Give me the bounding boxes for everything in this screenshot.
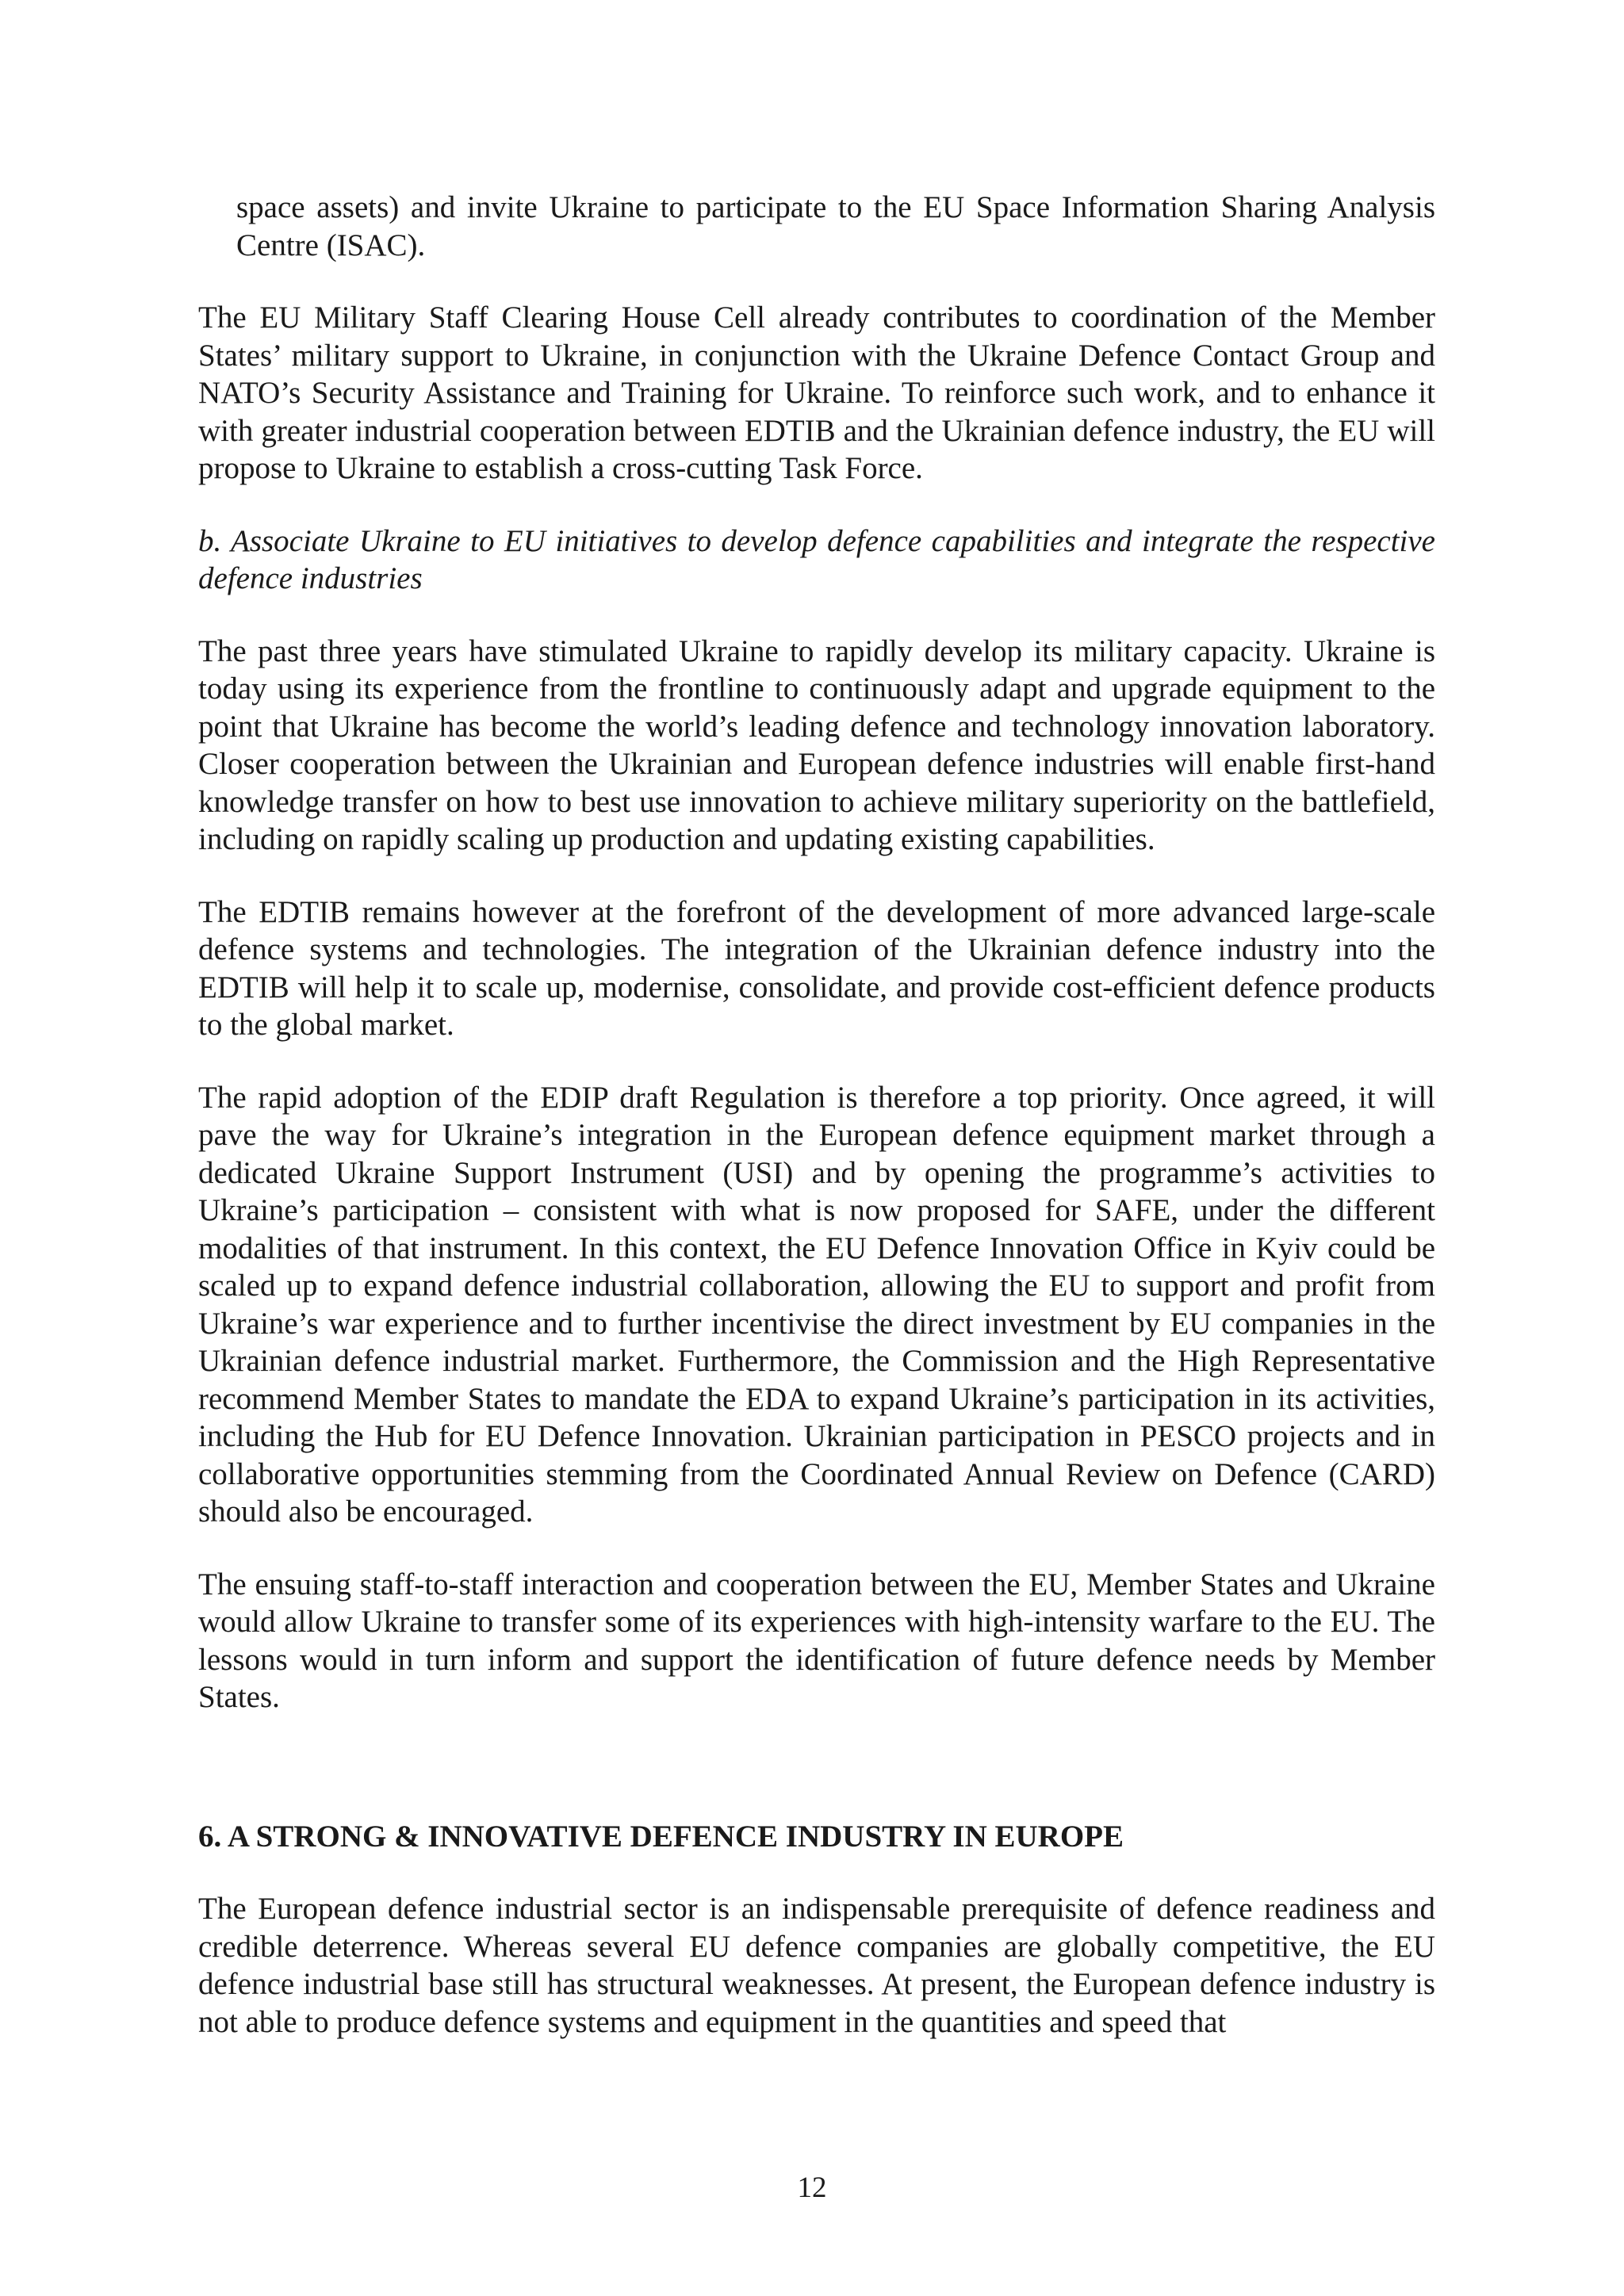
page-body: [198, 189, 1435, 2041]
continued-bullet-paragraph: space assets) and invite Ukraine to participate to the EU Space Information Sharing Analysis Centre (ISAC).: [236, 190, 1435, 262]
staff-interaction-paragraph: The ensuing staff-to-staff interaction and cooperation between the EU, Member States and Ukraine would allow Ukraine to transfer some of its experiences with high-intensity warfare to the EU. The lessons would in turn inform and support the identification of future defence needs by Member States.: [198, 1567, 1435, 1714]
edtib-forefront-paragraph: The EDTIB remains however at the forefront of the development of more advanced large-scale defence systems and technologies. The integration of the Ukrainian defence industry into the EDTIB will help it to scale up, modernise, consolidate, and provide cost-efficient defence products to the global market.: [198, 894, 1435, 1042]
page-number: 12: [797, 2172, 827, 2204]
industrial-sector-paragraph: The European defence industrial sector is an indispensable prerequisite of defence readiness and credible deterrence. Whereas several EU defence companies are globally competitive, the EU defence industrial base still has structural weaknesses. At present, the European defence industry is not able to produce defence systems and equipment in the quantities and speed that: [198, 1892, 1435, 2039]
past-three-years-paragraph: The past three years have stimulated Ukraine to rapidly develop its military capacity. Ukraine is today using its experience from the frontline to continuously adapt and upgrade equipment to the point that Ukraine has become the world’s leading defence and technology innovation laboratory. Closer cooperation between the Ukrainian and European defence industries will enable first-hand knowledge transfer on how to best use innovation to achieve military superiority on the battlefield, including on rapidly scaling up production and updating existing capabilities.: [198, 633, 1435, 856]
clearing-house-paragraph: The EU Military Staff Clearing House Cell already contributes to coordination of the Member States’ military support to Ukraine, in conjunction with the Ukraine Defence Contact Group and NATO’s Security Assistance and Training for Ukraine. To reinforce such work, and to enhance it with greater industrial cooperation between EDTIB and the Ukrainian defence industry, the EU will propose to Ukraine to establish a cross-cutting Task Force.: [198, 300, 1435, 485]
edip-adoption-paragraph: The rapid adoption of the EDIP draft Regulation is therefore a top priority. Once agreed, it will pave the way for Ukraine’s integration in the European defence equipment market through a dedicated Ukraine Support Instrument (USI) and by opening the programme’s activities to Ukraine’s participation – consistent with what is now proposed for SAFE, under the different modalities of that instrument. In this context, the EU Defence Innovation Office in Kyiv could be scaled up to expand defence industrial collaboration, allowing the EU to support and profit from Ukraine’s war experience and to further incentivise the direct investment by EU companies in the Ukrainian defence industrial market. Furthermore, the Commission and the High Representative recommend Member States to mandate the EDA to expand Ukraine’s participation in its activities, including the Hub for EU Defence Innovation. Ukrainian participation in PESCO projects and in collaborative opportunities stemming from the Coordinated Annual Review on Defence (CARD) should also be encouraged.: [198, 1080, 1435, 1529]
subheading-b: b. Associate Ukraine to EU initiatives to develop defence capabilities and integrate the respective defence industries: [198, 523, 1435, 595]
section-6-heading: 6. A STRONG & INNOVATIVE DEFENCE INDUSTRY IN EUROPE: [198, 1819, 1124, 1854]
